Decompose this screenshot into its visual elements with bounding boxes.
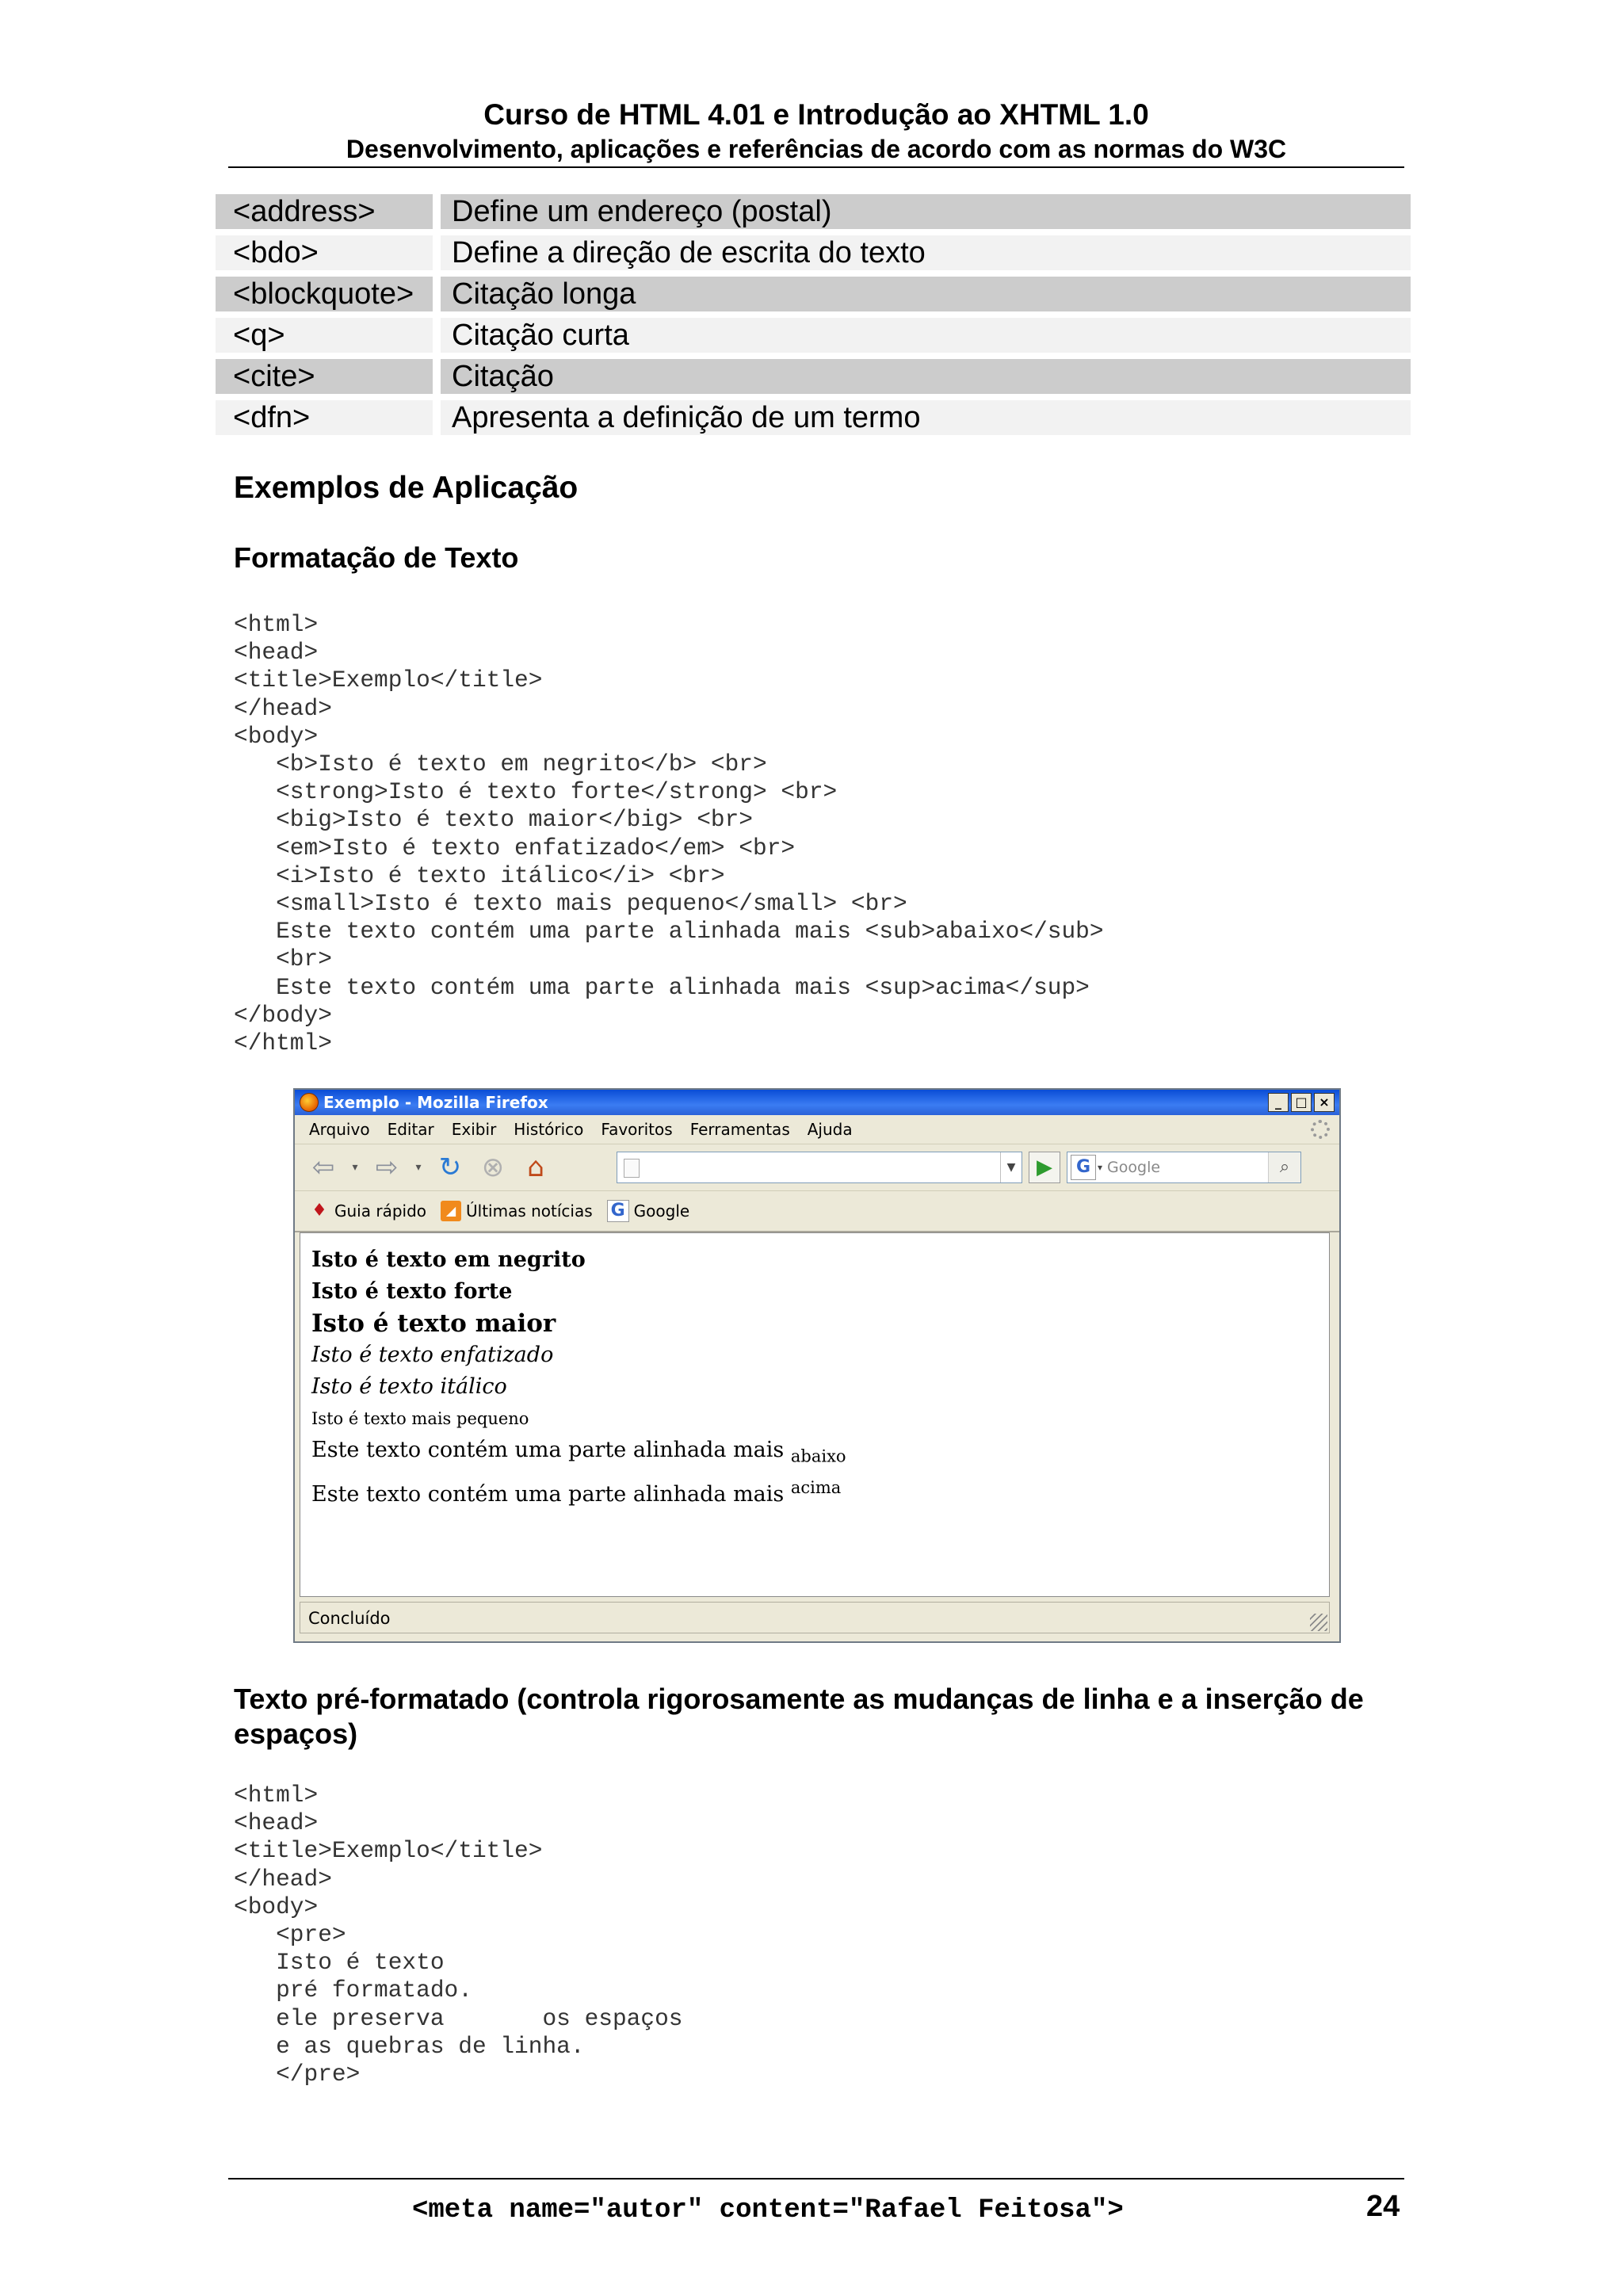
tag-cell: <address> bbox=[216, 194, 433, 229]
firefox-icon bbox=[300, 1093, 319, 1112]
table-row bbox=[216, 400, 1411, 435]
description-cell: Define a direção de escrita do texto bbox=[441, 235, 1411, 270]
google-icon: G bbox=[607, 1200, 629, 1222]
code-example-formatting: <html> <head> <title>Exemplo</title> </head> <body> <b>Isto é texto em negrito</b> <br> <strong>Isto é texto forte</strong> <br> <big>Isto é texto maior</big> <br> <em>Isto é texto enfatizado</em> <br> <i>Isto é texto itálico</i> <br> <small>Isto é texto mais pequeno</small> <br> Este texto contém uma parte alinhada mais <sub>abaixo</sub> <br> Este texto contém uma parte alinhada mais <sup>acima</sup> </body> </html> bbox=[234, 611, 1104, 1057]
google-engine-icon[interactable]: G bbox=[1071, 1155, 1096, 1180]
bookmark-label: Últimas notícias bbox=[466, 1201, 593, 1221]
line-text: Este texto contém uma parte alinhada mais bbox=[311, 1482, 785, 1507]
resize-grip-icon[interactable] bbox=[1310, 1614, 1327, 1631]
tag-cell: <cite> bbox=[216, 359, 433, 394]
maximize-button[interactable]: □ bbox=[1291, 1093, 1312, 1112]
tag-cell: <dfn> bbox=[216, 400, 433, 435]
superscript-text: acima bbox=[790, 1478, 842, 1498]
rendered-bold: Isto é texto em negrito bbox=[311, 1247, 586, 1272]
menu-item-ajuda[interactable]: Ajuda bbox=[807, 1120, 853, 1139]
engine-dropdown-icon[interactable]: ▾ bbox=[1098, 1162, 1103, 1173]
rendered-italic: Isto é texto itálico bbox=[311, 1374, 507, 1399]
table-row bbox=[216, 277, 1411, 311]
forward-history-dropdown-icon[interactable]: ▾ bbox=[415, 1161, 422, 1174]
close-button[interactable]: × bbox=[1314, 1093, 1335, 1112]
menu-item-exibir[interactable]: Exibir bbox=[451, 1120, 497, 1139]
browser-screenshot bbox=[293, 1088, 1341, 1643]
menu-item-ferramentas[interactable]: Ferramentas bbox=[689, 1120, 790, 1139]
reload-icon[interactable]: ↻ bbox=[438, 1152, 462, 1183]
rendered-small: Isto é texto mais pequeno bbox=[311, 1409, 529, 1428]
throbber-icon bbox=[1311, 1120, 1330, 1139]
bookmark-label: Guia rápido bbox=[334, 1201, 427, 1221]
table-row bbox=[216, 318, 1411, 353]
table-row bbox=[216, 235, 1411, 270]
subscript-text: abaixo bbox=[790, 1446, 846, 1466]
header-rule bbox=[228, 166, 1404, 168]
rendered-emphasis: Isto é texto enfatizado bbox=[311, 1343, 554, 1367]
minimize-button[interactable]: _ bbox=[1268, 1093, 1289, 1112]
search-icon[interactable]: ⌕ bbox=[1268, 1152, 1300, 1182]
back-history-dropdown-icon[interactable]: ▾ bbox=[352, 1161, 358, 1174]
subsection-title-preformatted: Texto pré-formatado (controla rigorosamente as mudanças de linha e a inserção de espaços) bbox=[234, 1683, 1364, 1750]
menu-item-favoritos[interactable]: Favoritos bbox=[601, 1120, 673, 1139]
bookmark-guia-rapido[interactable] bbox=[309, 1201, 426, 1221]
description-cell: Citação bbox=[441, 359, 1411, 394]
back-arrow-icon[interactable]: ⇦ bbox=[311, 1152, 335, 1183]
browser-titlebar bbox=[295, 1090, 1339, 1115]
browser-viewport bbox=[300, 1232, 1330, 1597]
description-cell: Define um endereço (postal) bbox=[441, 194, 1411, 229]
footer-meta: <meta name="autor" content="Rafael Feitosa"> bbox=[412, 2195, 1124, 2225]
stop-icon[interactable]: ⊗ bbox=[481, 1152, 505, 1183]
forward-arrow-icon[interactable]: ⇨ bbox=[375, 1152, 399, 1183]
bookmark-ultimas-noticias[interactable] bbox=[441, 1201, 593, 1221]
section-title: Exemplos de Aplicação bbox=[234, 471, 579, 505]
rendered-sup-line bbox=[311, 1472, 1329, 1511]
rendered-sub-line bbox=[311, 1435, 1329, 1472]
page-header bbox=[228, 97, 1404, 165]
code-example-preformatted: <html> <head> <title>Exemplo</title> </head> <body> <pre> Isto é texto pré formatado. ele preserva os espaços e as quebras de linha. </pre> bbox=[234, 1782, 683, 2088]
search-input[interactable]: Google bbox=[1107, 1159, 1161, 1176]
menu-item-editar[interactable]: Editar bbox=[387, 1120, 434, 1139]
menu-item-arquivo[interactable]: Arquivo bbox=[309, 1120, 370, 1139]
tag-cell: <q> bbox=[216, 318, 433, 353]
status-bar bbox=[300, 1602, 1330, 1633]
tag-reference-table bbox=[216, 194, 1411, 441]
table-row bbox=[216, 359, 1411, 394]
home-icon[interactable]: ⌂ bbox=[527, 1152, 544, 1183]
rendered-big: Isto é texto maior bbox=[311, 1309, 556, 1338]
address-bar[interactable] bbox=[617, 1152, 1022, 1183]
description-cell: Apresenta a definição de um termo bbox=[441, 400, 1411, 435]
status-text: Concluído bbox=[308, 1609, 391, 1628]
rss-feed-icon: ◢ bbox=[441, 1201, 461, 1221]
rendered-strong: Isto é texto forte bbox=[311, 1279, 513, 1304]
window-controls bbox=[1268, 1093, 1335, 1112]
search-bar[interactable] bbox=[1067, 1152, 1301, 1183]
line-text: Este texto contém uma parte alinhada mais bbox=[311, 1438, 785, 1462]
menu-bar bbox=[295, 1115, 1339, 1144]
description-cell: Citação curta bbox=[441, 318, 1411, 353]
bookmark-google[interactable] bbox=[607, 1200, 690, 1222]
description-cell: Citação longa bbox=[441, 277, 1411, 311]
menu-item-historico[interactable]: Histórico bbox=[514, 1120, 584, 1139]
document-subtitle: Desenvolvimento, aplicações e referências de acordo com as normas do W3C bbox=[346, 135, 1287, 163]
subsection-title-formatting: Formatação de Texto bbox=[234, 541, 519, 574]
document-title: Curso de HTML 4.01 e Introdução ao XHTML 1.0 bbox=[483, 98, 1149, 131]
tag-cell: <blockquote> bbox=[216, 277, 433, 311]
page-number: 24 bbox=[1366, 2190, 1400, 2223]
table-row bbox=[216, 194, 1411, 229]
bookmarks-toolbar bbox=[295, 1191, 1339, 1232]
help-icon: ♦ bbox=[311, 1201, 327, 1221]
footer-rule bbox=[228, 2178, 1404, 2179]
navigation-toolbar bbox=[295, 1144, 1339, 1191]
window-title: Exemplo - Mozilla Firefox bbox=[323, 1093, 548, 1112]
go-arrow-icon[interactable]: ▶ bbox=[1029, 1152, 1060, 1183]
page-icon bbox=[624, 1159, 640, 1178]
tag-cell: <bdo> bbox=[216, 235, 433, 270]
bookmark-label: Google bbox=[633, 1201, 690, 1221]
address-dropdown-icon[interactable]: ▼ bbox=[1000, 1152, 1022, 1182]
